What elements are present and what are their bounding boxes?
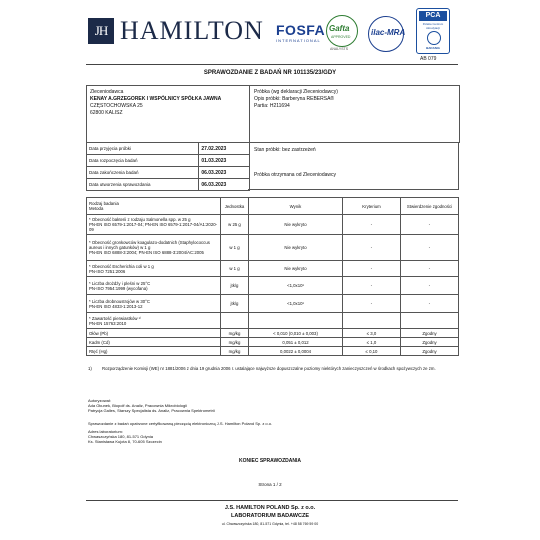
header-divider: [86, 64, 458, 65]
cell-conformity: -: [401, 261, 459, 277]
pca-logo-bottom: BADANIA: [426, 46, 440, 50]
table-row: [87, 338, 459, 347]
table-row: [87, 277, 459, 295]
cell-method: * Zawartość pierwiastków ¹⁾ PN-EN 15763:2010: [87, 313, 221, 329]
hamilton-logo-text: HAMILTON: [120, 16, 264, 45]
col-header-method: Rodzaj badania Metoda: [87, 198, 221, 215]
company-name: J.S. HAMILTON POLAND Sp. z o.o.: [224, 505, 316, 511]
sample-lot: Partia: H211694: [254, 103, 290, 109]
box-divider: [249, 86, 250, 142]
end-of-report: KONIEC SPRAWOZDANIA: [239, 458, 301, 464]
date-row: [87, 167, 250, 179]
gafta-logo: [326, 15, 358, 47]
cell-conformity: -: [401, 235, 459, 261]
cell-unit: w 1 g: [221, 261, 249, 277]
ilac-mra-logo: [366, 16, 406, 50]
accreditation-number: AB 079: [420, 56, 437, 62]
date-row: [87, 179, 250, 191]
signed-note: Sprawozdanie z badań opatrzone certyfikowaną pieczęcią elektroniczną J.S. Hamilton Poland Sp. z o.o.: [88, 421, 273, 426]
dates-table: [86, 142, 250, 191]
cell-unit: mg/kg: [221, 347, 249, 356]
flask-icon: [427, 31, 441, 45]
cell-method: * Obecność Escherichia coli w 1 g PN-ISO 7251:2006: [87, 261, 221, 277]
date-label: Data zakończenia badań: [87, 167, 199, 179]
client-sample-box: [86, 85, 460, 143]
date-value: 01.03.2023: [199, 155, 250, 167]
cell-conformity: -: [401, 215, 459, 235]
authorized-line-2: Patrycja Galles, Starszy Specjalista ds. Analiz, Pracownia Spektrometrii: [88, 408, 215, 413]
sample-state-box: [248, 142, 459, 190]
footnote-text: Rozporządzenie Komisji (WE) nr 1881/2006 z dnia 19 grudnia 2006 r. ustalające najwyższe dopuszczalne poziomy niektórych zanieczyszczeń w środkach spożywczych ze zm.: [102, 366, 436, 371]
cell-result: <1,0x10¹: [249, 295, 343, 313]
cell-criteria: [343, 313, 401, 329]
cell-result: Nie wykryto: [249, 215, 343, 235]
cell-unit: mg/kg: [221, 338, 249, 347]
table-row: [87, 295, 459, 313]
table-row: [87, 313, 459, 329]
cell-criteria: -: [343, 295, 401, 313]
gafta-logo-text: Gafta: [329, 24, 350, 33]
cell-method: * Obecność bakterii z rodzaju Salmonella spp. w 25 g PN-EN ISO 6579-1:2017-04; PN-EN ISO 6579-1:2017-04/A1:2020-09: [87, 215, 221, 235]
gafta-logo-bottom: ANALYSTS: [330, 47, 349, 51]
cell-unit: jtk/g: [221, 277, 249, 295]
cell-result: Nie wykryto: [249, 235, 343, 261]
fosfa-logo-text: FOSFA: [276, 22, 326, 38]
date-row: [87, 155, 250, 167]
cell-method: * Obecność gronkowców koagulazo-dodatnich (Staphylococcus aureus i innych gatunków) w 1 g PN-EN ISO 6888-3:2004; PN-EN ISO 6888-3:2004/AC:2005: [87, 235, 221, 261]
cell-method: * Liczba drożdży i pleśni w 25°C PN-ISO 7954:1999 (wycofana): [87, 277, 221, 295]
cell-conformity: -: [401, 277, 459, 295]
date-value: 27.02.2023: [199, 143, 250, 155]
sample-received-from: Próbka otrzymana od Zleceniodawcy: [254, 172, 336, 178]
cell-method: Ołów (Pb): [87, 329, 221, 338]
table-row: [87, 235, 459, 261]
cell-method: Kadm (Cd): [87, 338, 221, 347]
cell-criteria: ≤ 3,0: [343, 329, 401, 338]
date-label: Data przyjęcia próbki: [87, 143, 199, 155]
cell-criteria: -: [343, 261, 401, 277]
cell-conformity: Zgodny: [401, 338, 459, 347]
fosfa-logo: [276, 22, 326, 43]
authorized-line-1: Ada Okunek, Biopolf ds. Analiz, Pracownia Mikrobiologii: [88, 403, 187, 408]
cell-conformity: Zgodny: [401, 329, 459, 338]
date-row: [87, 143, 250, 155]
cell-unit: w 1 g: [221, 235, 249, 261]
sample-state: Stan próbki: bez zastrzeżeń: [254, 147, 316, 153]
client-city: 62800 KALISZ: [90, 110, 123, 116]
cell-unit: w 25 g: [221, 215, 249, 235]
cell-conformity: -: [401, 295, 459, 313]
results-header-row: [87, 198, 459, 215]
pca-logo-sub: Polskie Centrum Akredytacji: [422, 22, 444, 30]
cell-unit: [221, 313, 249, 329]
pca-accreditation-logo: [416, 8, 450, 54]
table-row: [87, 347, 459, 356]
results-table: [86, 197, 459, 356]
cell-criteria: ≤ 1,0: [343, 338, 401, 347]
lab-address-label: Adres laboratorium:: [88, 429, 123, 434]
table-row: [87, 261, 459, 277]
cell-method: * Liczba drobnoustrojów w 30°C PN-EN ISO 4833-1:2013-12: [87, 295, 221, 313]
client-name: KENAY A.GRZEGOREK I WSPÓLNICY SPÓŁKA JAWNA: [90, 96, 222, 102]
pca-logo-text: PCA: [419, 11, 447, 21]
cell-criteria: -: [343, 215, 401, 235]
lab-address-line-2: Ks. Stanisława Kujota 8, 70-605 Szczecin: [88, 439, 162, 444]
cell-result: 0,051 ± 0,012: [249, 338, 343, 347]
fosfa-logo-sub: INTERNATIONAL: [276, 38, 321, 43]
cell-conformity: Zgodny: [401, 347, 459, 356]
col-header-unit: Jednostka: [221, 198, 249, 215]
cell-criteria: -: [343, 235, 401, 261]
authorized-label: Autoryzował:: [88, 398, 111, 403]
page-number: Strona 1 / 2: [258, 482, 282, 487]
cell-result: Nie wykryto: [249, 261, 343, 277]
company-address: ul. Chwaszczyńska 180, 81-571 Gdynia, tel. +48 58 769 59 00: [221, 522, 319, 526]
table-row: [87, 215, 459, 235]
cell-criteria: -: [343, 277, 401, 295]
footer-divider: [86, 500, 458, 501]
client-street: CZĘSTOCHOWSKA 25: [90, 103, 143, 109]
cell-result: <1,0x10¹: [249, 277, 343, 295]
date-value: 06.03.2023: [199, 179, 250, 191]
cell-unit: mg/kg: [221, 329, 249, 338]
footnote-mark: 1): [88, 366, 92, 371]
col-header-criteria: Kryterium: [343, 198, 401, 215]
cell-result: 0,0022 ± 0,0004: [249, 347, 343, 356]
lab-address-line-1: Chwaszczyńska 180, 81-571 Gdynia: [88, 434, 153, 439]
date-value: 06.03.2023: [199, 167, 250, 179]
company-lab: LABORATORIUM BADAWCZE: [230, 513, 309, 519]
date-label: Data rozpoczęcia badań: [87, 155, 199, 167]
sample-description: Opis próbki: Barberyna REBERSA®: [254, 96, 335, 102]
cell-unit: jtk/g: [221, 295, 249, 313]
client-label: Zleceniodawca: [90, 89, 124, 95]
sample-label: Próbka (wg deklaracji Zleceniodawcy): [254, 89, 338, 95]
hamilton-logo-mark: JH: [88, 18, 114, 44]
report-title: SPRAWOZDANIE Z BADAŃ NR 101135/23/GDY: [203, 70, 337, 76]
cell-criteria: ≤ 0,10: [343, 347, 401, 356]
cell-conformity: [401, 313, 459, 329]
col-header-conformity: Stwierdzenie zgodności: [401, 198, 459, 215]
cell-result: < 0,010 (0,010 ± 0,003): [249, 329, 343, 338]
date-label: Data utworzenia sprawozdania: [87, 179, 199, 191]
ilac-logo-text: ilac-MRA: [371, 28, 406, 37]
table-row: [87, 329, 459, 338]
gafta-logo-sub: APPROVED: [331, 35, 351, 39]
col-header-result: Wynik: [249, 198, 343, 215]
cell-result: [249, 313, 343, 329]
cell-method: Rtęć (Hg): [87, 347, 221, 356]
footnote: [88, 366, 458, 372]
